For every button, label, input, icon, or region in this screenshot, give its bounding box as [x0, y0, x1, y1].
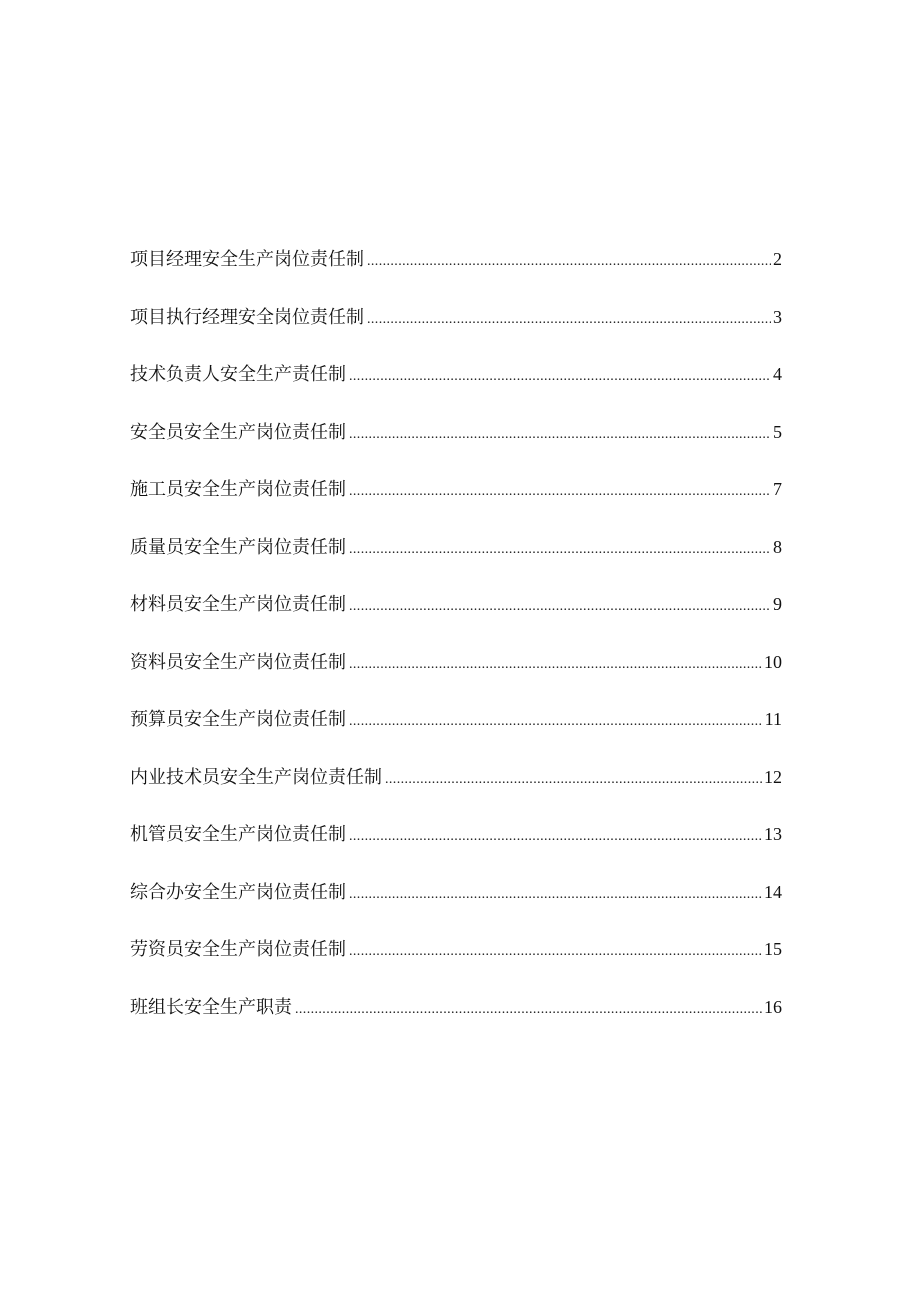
toc-entry[interactable] — [130, 935, 782, 993]
toc-dot-leader — [295, 1002, 762, 1018]
toc-dot-leader — [349, 829, 762, 845]
toc-entry[interactable] — [130, 763, 782, 821]
toc-dot-leader — [385, 772, 762, 788]
toc-entry-title: 技术负责人安全生产责任制 — [130, 364, 346, 385]
toc-entry-title: 劳资员安全生产岗位责任制 — [130, 939, 346, 960]
toc-entry[interactable] — [130, 533, 782, 591]
toc-dot-leader — [349, 599, 771, 615]
toc-entry-title: 质量员安全生产岗位责任制 — [130, 536, 346, 558]
toc-entry-title: 安全员安全生产岗位责任制 — [130, 421, 346, 443]
toc-entry-page: 4 — [773, 364, 782, 384]
toc-entry-title: 班组长安全生产职责 — [130, 996, 292, 1018]
toc-dot-leader — [349, 657, 762, 673]
toc-entry-page: 8 — [773, 536, 782, 557]
toc-entry-page: 13 — [764, 824, 782, 844]
toc-entry-title: 项目经理安全生产岗位责任制 — [130, 249, 364, 270]
table-of-contents — [130, 245, 782, 1050]
toc-entry-title: 资料员安全生产岗位责任制 — [130, 651, 346, 673]
toc-dot-leader — [367, 254, 771, 270]
toc-entry[interactable] — [130, 475, 782, 533]
toc-entry[interactable] — [130, 303, 782, 361]
toc-entry-page: 11 — [764, 709, 782, 729]
toc-entry-page: 16 — [764, 996, 782, 1017]
toc-entry[interactable] — [130, 878, 782, 936]
toc-dot-leader — [367, 312, 771, 328]
toc-entry-title: 施工员安全生产岗位责任制 — [130, 479, 346, 500]
toc-dot-leader — [349, 427, 771, 443]
toc-entry[interactable] — [130, 590, 782, 648]
toc-entry-page: 5 — [773, 421, 782, 442]
toc-entry[interactable] — [130, 418, 782, 476]
toc-entry[interactable] — [130, 820, 782, 878]
toc-entry[interactable] — [130, 245, 782, 303]
toc-entry[interactable] — [130, 648, 782, 706]
toc-dot-leader — [349, 369, 771, 385]
toc-entry-page: 3 — [773, 306, 782, 327]
toc-entry-page: 9 — [773, 594, 782, 614]
toc-entry-page: 7 — [773, 479, 782, 499]
toc-entry-page: 12 — [764, 766, 782, 787]
toc-entry-page: 2 — [773, 249, 782, 269]
toc-entry-page: 14 — [764, 881, 782, 902]
toc-dot-leader — [349, 542, 771, 558]
toc-entry-title: 机管员安全生产岗位责任制 — [130, 824, 346, 845]
toc-dot-leader — [349, 944, 762, 960]
toc-dot-leader — [349, 714, 763, 730]
toc-entry-title: 预算员安全生产岗位责任制 — [130, 709, 346, 730]
toc-entry-title: 项目执行经理安全岗位责任制 — [130, 306, 364, 328]
toc-entry[interactable] — [130, 993, 782, 1051]
toc-entry-title: 内业技术员安全生产岗位责任制 — [130, 766, 382, 788]
toc-entry-page: 10 — [764, 651, 782, 672]
toc-entry-title: 材料员安全生产岗位责任制 — [130, 594, 346, 615]
toc-dot-leader — [349, 484, 771, 500]
toc-entry-title: 综合办安全生产岗位责任制 — [130, 881, 346, 903]
toc-entry[interactable] — [130, 705, 782, 763]
toc-entry-page: 15 — [764, 939, 782, 959]
toc-entry[interactable] — [130, 360, 782, 418]
toc-dot-leader — [349, 887, 762, 903]
